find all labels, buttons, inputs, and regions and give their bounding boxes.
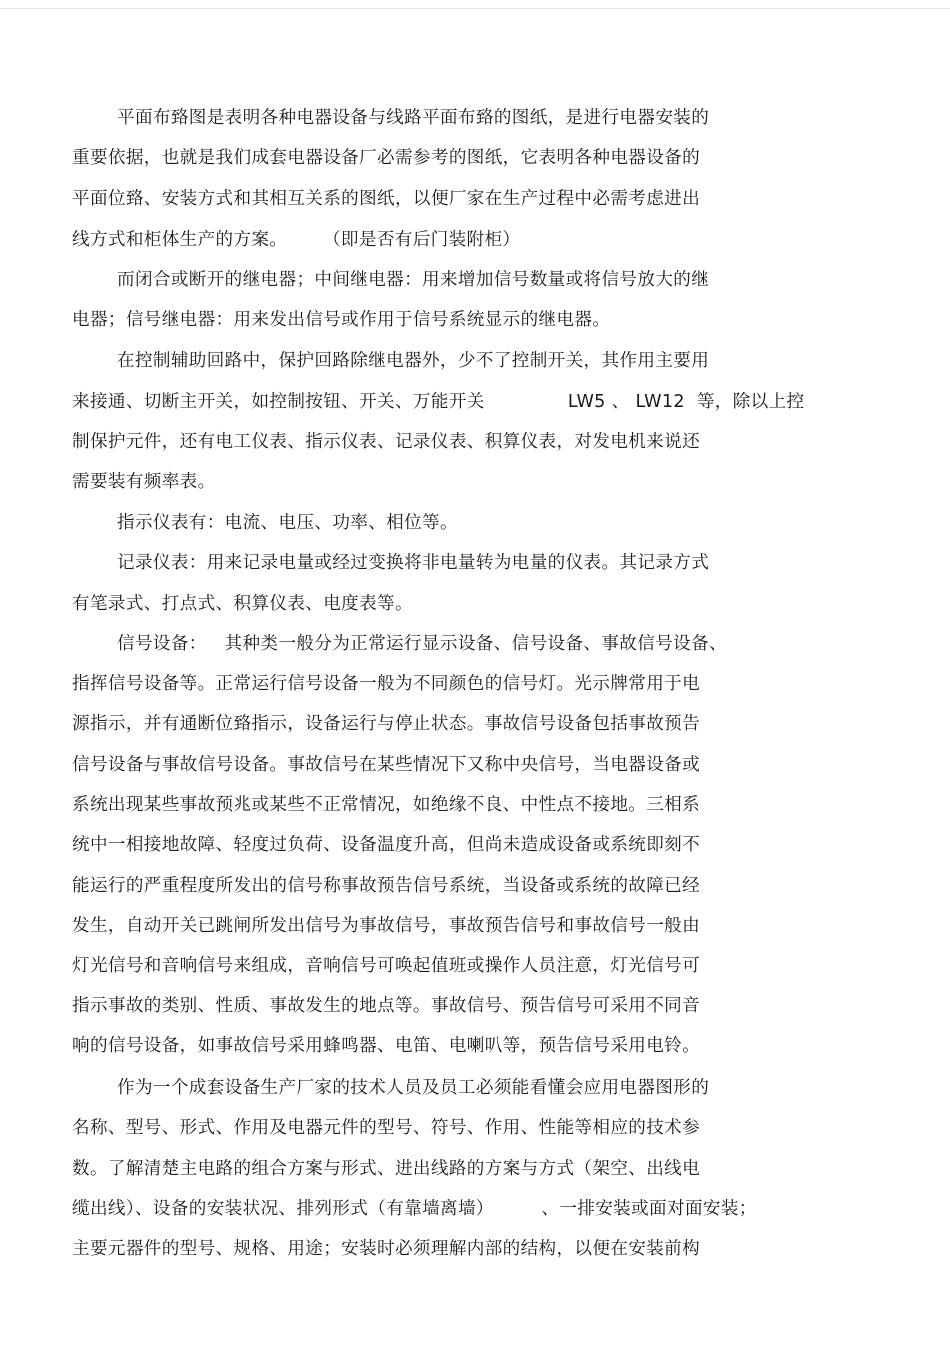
text-line: 能运行的严重程度所发出的信号称事故预告信号系统，当设备或系统的故障已经 <box>72 876 701 896</box>
text-line: 缆出线）、设备的安装状况、排列形式（有靠墙离墙） 、一排安装或面对面安装； <box>72 1199 757 1219</box>
text-line: 源指示，并有通断位臵指示，设备运行与停止状态。事故信号设备包括事故预告 <box>72 714 701 734</box>
text-line: 来接通、切断主开关，如控制按钮、开关、万能开关 LW5 、 LW12 等，除以上控 <box>72 392 805 412</box>
text-line: 名称、型号、形式、作用及电器元件的型号、符号、作用、性能等相应的技术参 <box>72 1118 701 1138</box>
text-line: 平面位臵、安装方式和其相互关系的图纸，以便厂家在生产过程中必需考虑进出 <box>72 189 701 209</box>
text-line: 指示事故的类别、性质、事故发生的地点等。事故信号、预告信号可采用不同音 <box>72 996 701 1016</box>
text-line: 记录仪表：用来记录电量或经过变换将非电量转为电量的仪表。其记录方式 <box>117 553 710 573</box>
text-line: 有笔录式、打点式、积算仪表、电度表等。 <box>72 594 413 614</box>
text-line: 线方式和柜体生产的方案。 （即是否有后门装附柜） <box>72 230 521 250</box>
text-line: 响的信号设备，如事故信号采用蜂鸣器、电笛、电喇叭等，预告信号采用电铃。 <box>72 1036 701 1056</box>
text-line: 数。了解清楚主电路的组合方案与形式、进出线路的方案与方式（架空、出线电 <box>72 1159 701 1179</box>
text-line: 信号设备： 其种类一般分为正常运行显示设备、信号设备、事故信号设备、 <box>117 634 727 654</box>
text-line: 制保护元件，还有电工仪表、指示仪表、记录仪表、积算仪表，对发电机来说还 <box>72 432 701 452</box>
text-line: 灯光信号和音响信号来组成，音响信号可唤起值班或操作人员注意，灯光信号可 <box>72 956 701 976</box>
text-line: 指示仪表有：电流、电压、功率、相位等。 <box>117 513 458 533</box>
text-line: 电器；信号继电器：用来发出信号或作用于信号系统显示的继电器。 <box>72 310 611 330</box>
text-line: 平面布臵图是表明各种电器设备与线路平面布臵的图纸，是进行电器安装的 <box>117 108 710 128</box>
text-line: 统中一相接地故障、轻度过负荷、设备温度升高，但尚未造成设备或系统即刻不 <box>72 835 701 855</box>
text-line: 主要元器件的型号、规格、用途；安装时必须理解内部的结构，以便在安装前构 <box>72 1239 701 1259</box>
text-line: 而闭合或断开的继电器；中间继电器：用来增加信号数量或将信号放大的继 <box>117 270 710 290</box>
text-line: 重要依据，也就是我们成套电器设备厂必需参考的图纸，它表明各种电器设备的 <box>72 148 701 168</box>
text-line: 指挥信号设备等。正常运行信号设备一般为不同颜色的信号灯。光示牌常用于电 <box>72 674 701 694</box>
page-top-border <box>0 8 950 9</box>
text-line: 需要装有频率表。 <box>72 472 216 492</box>
text-line: 系统出现某些事故预兆或某些不正常情况，如绝缘不良、中性点不接地。三相系 <box>72 795 701 815</box>
text-line: 在控制辅助回路中，保护回路除继电器外，少不了控制开关，其作用主要用 <box>117 351 710 371</box>
text-line: 作为一个成套设备生产厂家的技术人员及员工必须能看懂会应用电器图形的 <box>117 1078 710 1098</box>
text-line: 发生，自动开关已跳闸所发出信号为事故信号，事故预告信号和事故信号一般由 <box>72 916 701 936</box>
text-line: 信号设备与事故信号设备。事故信号在某些情况下又称中央信号，当电器设备或 <box>72 755 701 775</box>
